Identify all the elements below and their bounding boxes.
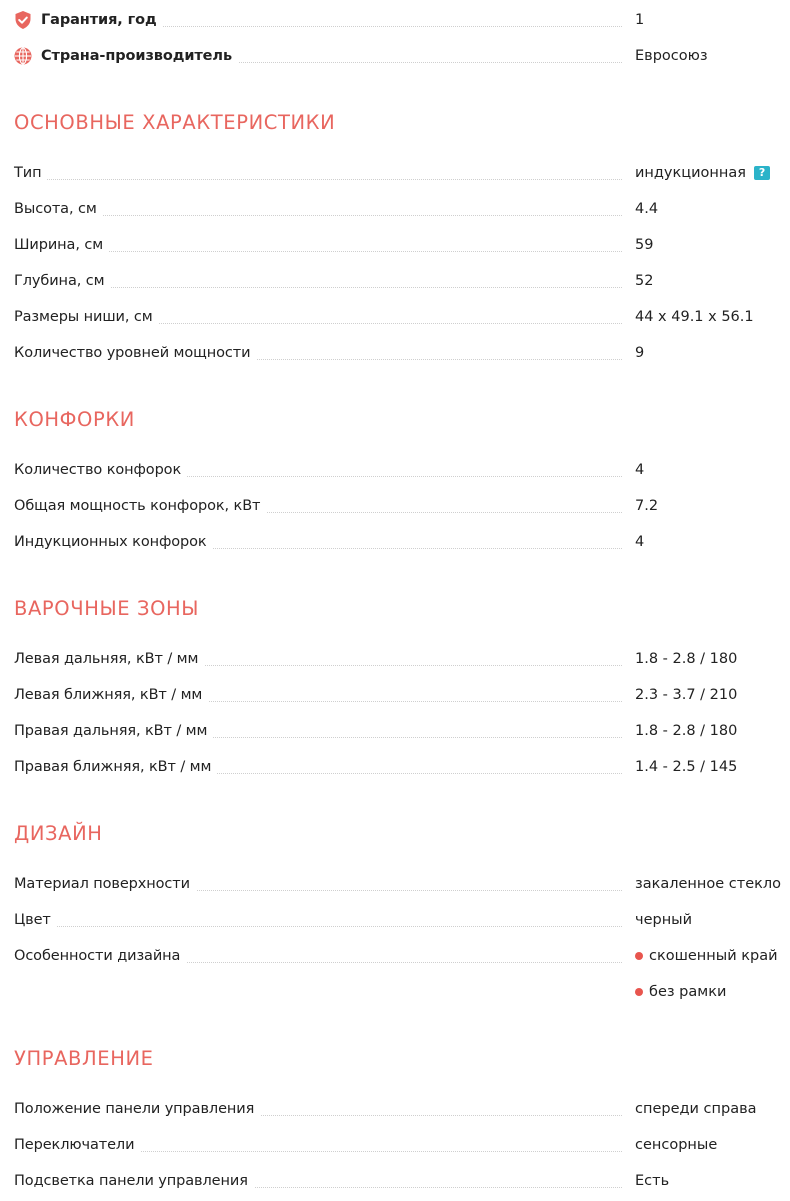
list-item (635, 974, 778, 1010)
section-title-main: ОСНОВНЫЕ ХАРАКТЕРИСТИКИ (14, 111, 336, 134)
spec-value: 59 (635, 237, 654, 253)
spec-row (14, 641, 790, 677)
spec-label: Страна-производитель (41, 48, 233, 64)
spec-label: Общая мощность конфорок, кВт (14, 498, 261, 514)
spec-value: 1 (635, 12, 645, 28)
spec-row (14, 866, 790, 902)
section-title-cooking-zones: ВАРОЧНЫЕ ЗОНЫ (14, 597, 200, 620)
spec-value-list (635, 938, 778, 1010)
spec-label: Глубина, см (14, 273, 105, 289)
spec-row (14, 938, 790, 1000)
spec-row (14, 1091, 790, 1127)
spec-row (14, 902, 790, 938)
dotted-leader (14, 215, 622, 216)
spec-value: сенсорные (635, 1137, 718, 1153)
spec-value: Есть (635, 1173, 670, 1189)
spec-label: Гарантия, год (41, 12, 157, 28)
spec-value: 9 (635, 345, 645, 361)
shield-check-icon (14, 11, 32, 29)
dotted-leader (14, 179, 622, 180)
spec-value: 2.3 - 3.7 / 210 (635, 687, 738, 703)
spec-value: Евросоюз (635, 48, 708, 64)
spec-row-warranty (14, 2, 790, 38)
dotted-leader (14, 926, 622, 927)
spec-value: закаленное стекло (635, 876, 782, 892)
spec-label: Индукционных конфорок (14, 534, 207, 550)
spec-label: Тип (14, 165, 42, 181)
spec-value: 1.4 - 2.5 / 145 (635, 759, 738, 775)
spec-label: Высота, см (14, 201, 97, 217)
spec-row (14, 749, 790, 785)
spec-row (14, 677, 790, 713)
spec-label: Размеры ниши, см (14, 309, 153, 325)
spec-value: 4.4 (635, 201, 659, 217)
spec-value: черный (635, 912, 693, 928)
spec-value: 44 x 49.1 x 56.1 (635, 309, 754, 325)
spec-value: индукционная (635, 165, 747, 181)
spec-label: Ширина, см (14, 237, 104, 253)
section-title-design: ДИЗАЙН (14, 822, 103, 845)
spec-value: спереди справа (635, 1101, 757, 1117)
spec-row (14, 227, 790, 263)
spec-row (14, 524, 790, 560)
spec-label: Подсветка панели управления (14, 1173, 248, 1189)
spec-row (14, 299, 790, 335)
spec-row (14, 488, 790, 524)
spec-value: 52 (635, 273, 654, 289)
spec-row (14, 1127, 790, 1163)
spec-label: Левая дальняя, кВт / мм (14, 651, 199, 667)
spec-label: Цвет (14, 912, 51, 928)
help-icon[interactable]: ? (754, 166, 770, 180)
spec-label: Правая ближняя, кВт / мм (14, 759, 212, 775)
spec-row (14, 335, 790, 371)
spec-value: 4 (635, 462, 645, 478)
bullet-icon (635, 988, 643, 996)
spec-value: 4 (635, 534, 645, 550)
spec-label: Переключатели (14, 1137, 135, 1153)
section-title-burners: КОНФОРКИ (14, 408, 135, 431)
globe-icon (14, 47, 32, 65)
spec-row (14, 1163, 790, 1199)
spec-value: 7.2 (635, 498, 659, 514)
spec-label: Левая ближняя, кВт / мм (14, 687, 203, 703)
spec-row (14, 263, 790, 299)
spec-value: 1.8 - 2.8 / 180 (635, 651, 738, 667)
spec-row-country (14, 38, 790, 74)
spec-label: Количество конфорок (14, 462, 182, 478)
spec-value: без рамки (649, 984, 727, 1000)
spec-row (14, 452, 790, 488)
spec-value: 1.8 - 2.8 / 180 (635, 723, 738, 739)
section-title-controls: УПРАВЛЕНИЕ (14, 1047, 154, 1070)
bullet-icon (635, 952, 643, 960)
spec-label: Правая дальняя, кВт / мм (14, 723, 208, 739)
spec-value: скошенный край (649, 948, 778, 964)
spec-label: Количество уровней мощности (14, 345, 251, 361)
spec-row (14, 191, 790, 227)
spec-row (14, 713, 790, 749)
spec-label: Положение панели управления (14, 1101, 255, 1117)
list-item (635, 938, 778, 974)
spec-label: Материал поверхности (14, 876, 190, 892)
spec-label: Особенности дизайна (14, 948, 181, 964)
spec-row (14, 155, 790, 191)
